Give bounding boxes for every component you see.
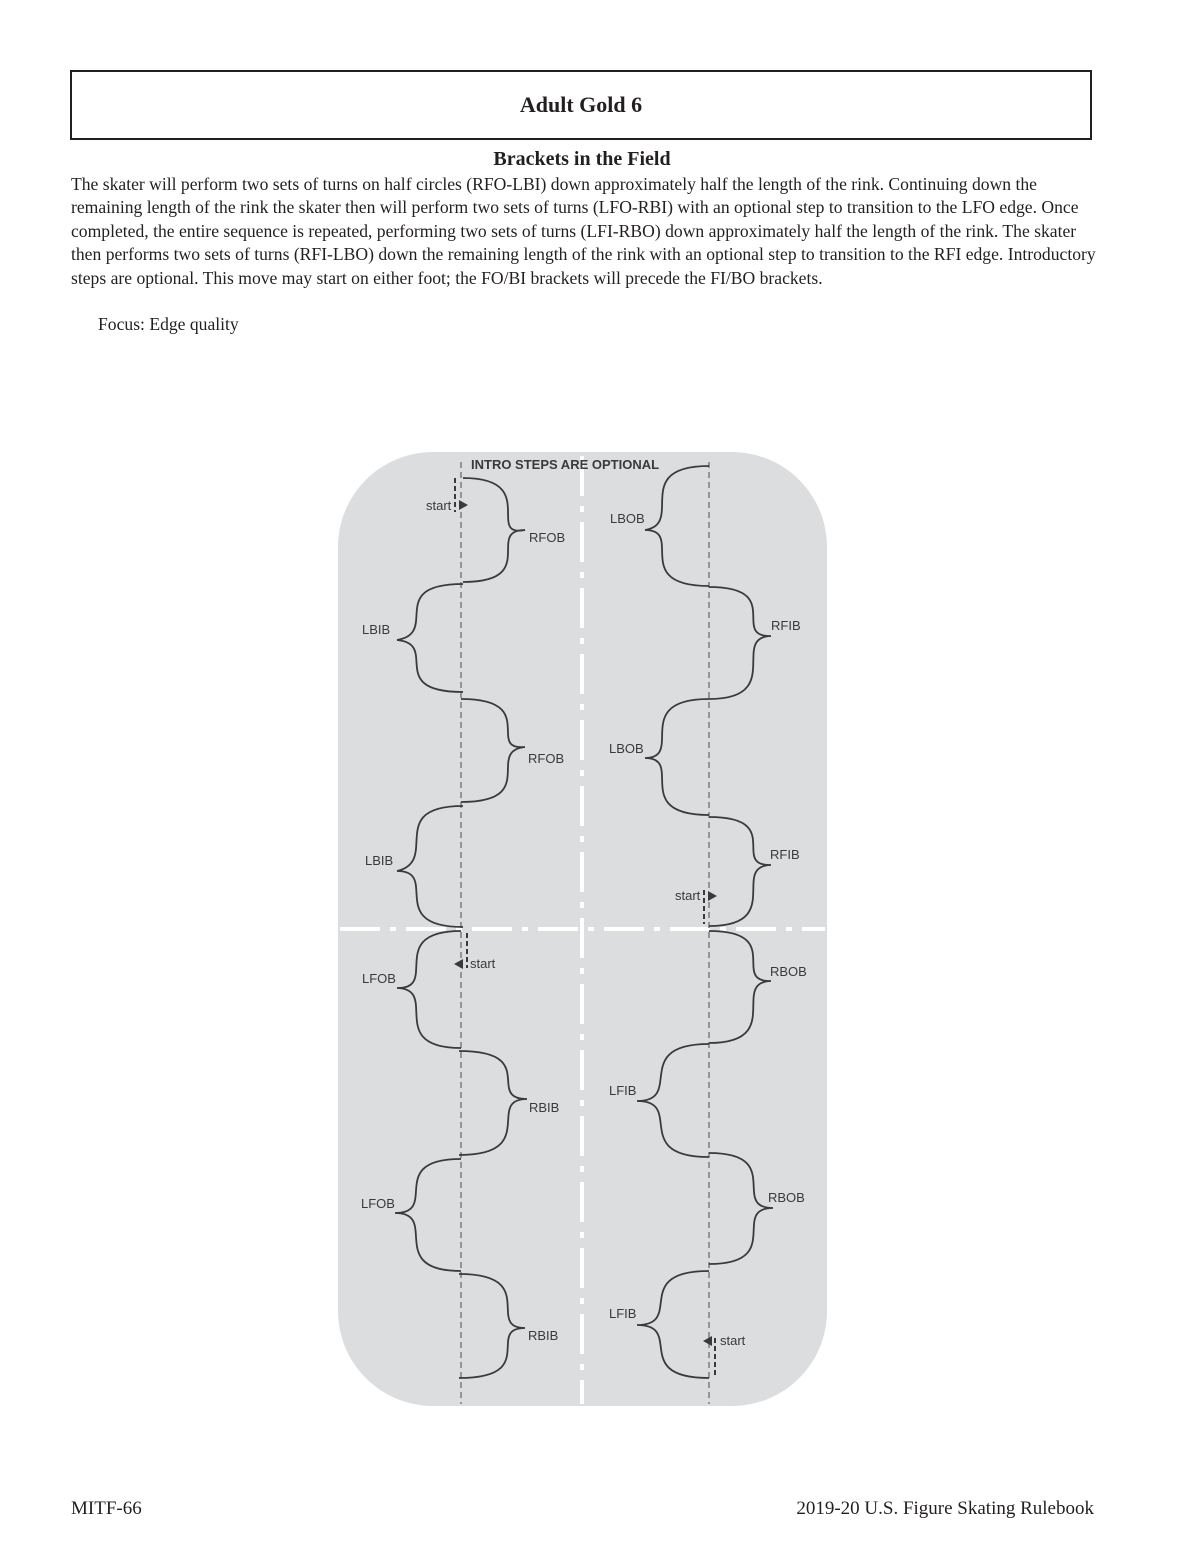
- left-label-3: RFOB: [528, 751, 565, 766]
- right-label-7: RBOB: [768, 1190, 805, 1205]
- move-name: Brackets in the Field: [493, 148, 671, 170]
- left-label-7: LFOB: [361, 1196, 395, 1211]
- left-label-4: LBIB: [365, 853, 394, 868]
- start-label-3: start: [470, 956, 496, 971]
- right-label-6: LFIB: [609, 1083, 637, 1098]
- right-label-8: LFIB: [609, 1306, 637, 1321]
- page-number: MITF-66: [71, 1498, 142, 1519]
- right-label-1: LBOB: [610, 511, 645, 526]
- move-description: The skater will perform two sets of turns on half circles (RFO-LBI) down approximately half the length of the rink. Continuing down the remaining length of the rink the skater then will perform two sets of turns (LFO-RBI) with an optional step to transition to the LFO edge. Once completed, the entire sequence is repeated, performing two sets of turns (LFI-RBO) down approximately half the length of the rink. The skater then performs two sets of turns (RFI-LBO) down the remaining length of the rink with an optional step to transition to the RFI edge. Introductory steps are optional. This move may start on either foot; the FO/BI brackets will precede the FI/BO brackets.: [71, 174, 1096, 288]
- right-label-2: RFIB: [771, 618, 801, 633]
- page-title: Adult Gold 6: [519, 92, 643, 117]
- start-label-1: start: [426, 498, 452, 513]
- start-label-4: start: [720, 1333, 746, 1348]
- right-label-4: RFIB: [770, 847, 800, 862]
- left-label-2: LBIB: [362, 622, 391, 637]
- focus-note: Focus: Edge quality: [98, 314, 239, 334]
- left-label-6: RBIB: [529, 1100, 560, 1115]
- left-label-1: RFOB: [529, 530, 566, 545]
- book-title: 2019-20 U.S. Figure Skating Rulebook: [796, 1498, 1094, 1519]
- left-label-5: LFOB: [362, 971, 396, 986]
- left-label-8: RBIB: [528, 1328, 559, 1343]
- right-label-3: LBOB: [609, 741, 644, 756]
- start-label-2: start: [675, 888, 701, 903]
- right-label-5: RBOB: [770, 964, 807, 979]
- intro-note: INTRO STEPS ARE OPTIONAL: [471, 457, 660, 472]
